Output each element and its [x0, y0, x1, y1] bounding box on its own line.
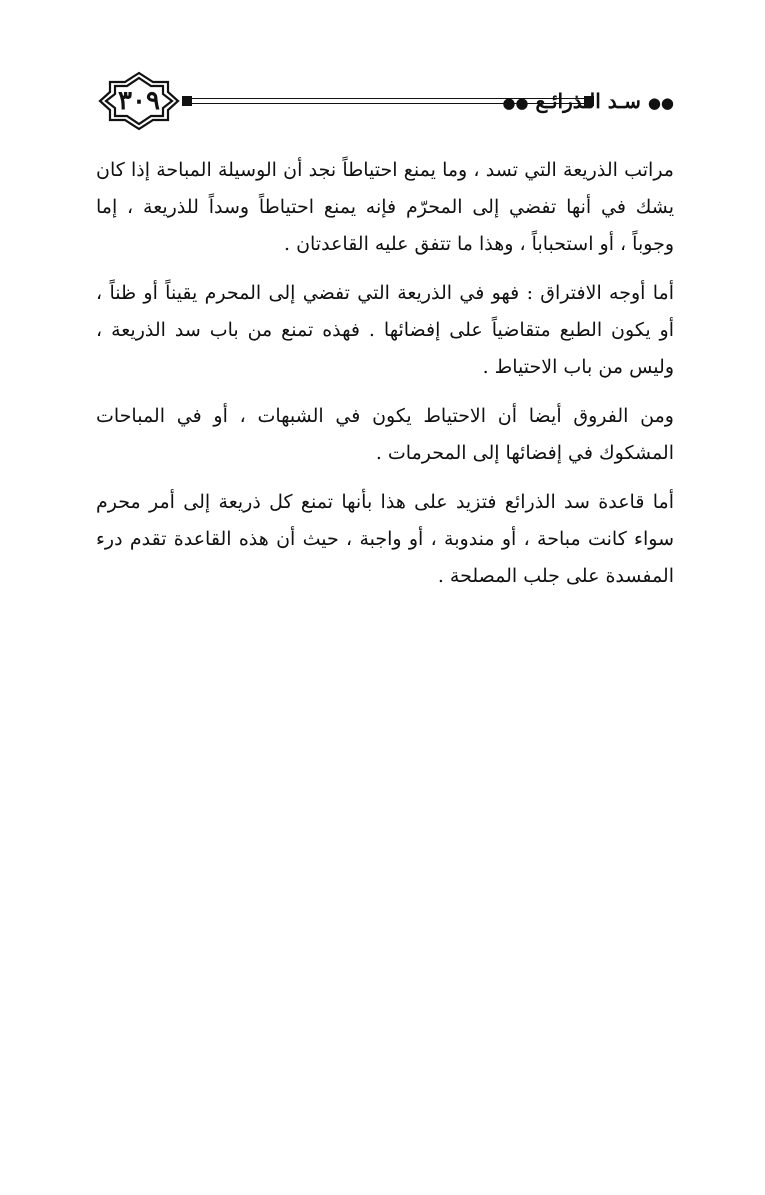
- paragraph: مراتب الذريعة التي تسد ، وما يمنع احتياطاً نجد أن الوسيلة المباحة إذا كان يشك في أنها تفضي إلى المحرّم فإنه يمنع احتياطاً وسداً للذريعة ، إما وجوباً ، أو استحباباً ، وهذا ما تتفق عليه القاعدتان .: [96, 159, 674, 255]
- body-text: [96, 152, 674, 607]
- paragraph: ومن الفروق أيضا أن الاحتياط يكون في الشبهات ، أو في المباحات المشكوك في إفضائها إلى المحرمات .: [96, 405, 674, 464]
- paragraph: أما أوجه الافتراق : فهو في الذريعة التي تفضي إلى المحرم يقيناً أو ظناً ، أو يكون الطبع متقاضياً على إفضائها . فهذه تمنع من باب سد الذريعة ، وليس من باب الاحتياط .: [96, 282, 674, 378]
- dots-ornament-right: ●●: [647, 94, 674, 112]
- page-number-ornament: [96, 70, 182, 132]
- running-title: [502, 88, 674, 114]
- running-title-text: سـد الـذرائـع: [535, 89, 641, 113]
- paragraph: أما قاعدة سد الذرائع فتزيد على هذا بأنها تمنع كل ذريعة إلى أمر محرم سواء كانت مباحة ، أو مندوبة ، أو واجبة ، حيث أن هذه القاعدة تقدم درء المفسدة على جلب المصلحة .: [96, 491, 674, 587]
- dots-ornament-left: ●●: [502, 94, 529, 112]
- page-header: [96, 70, 674, 132]
- page-number: ٣٠٩: [118, 86, 160, 116]
